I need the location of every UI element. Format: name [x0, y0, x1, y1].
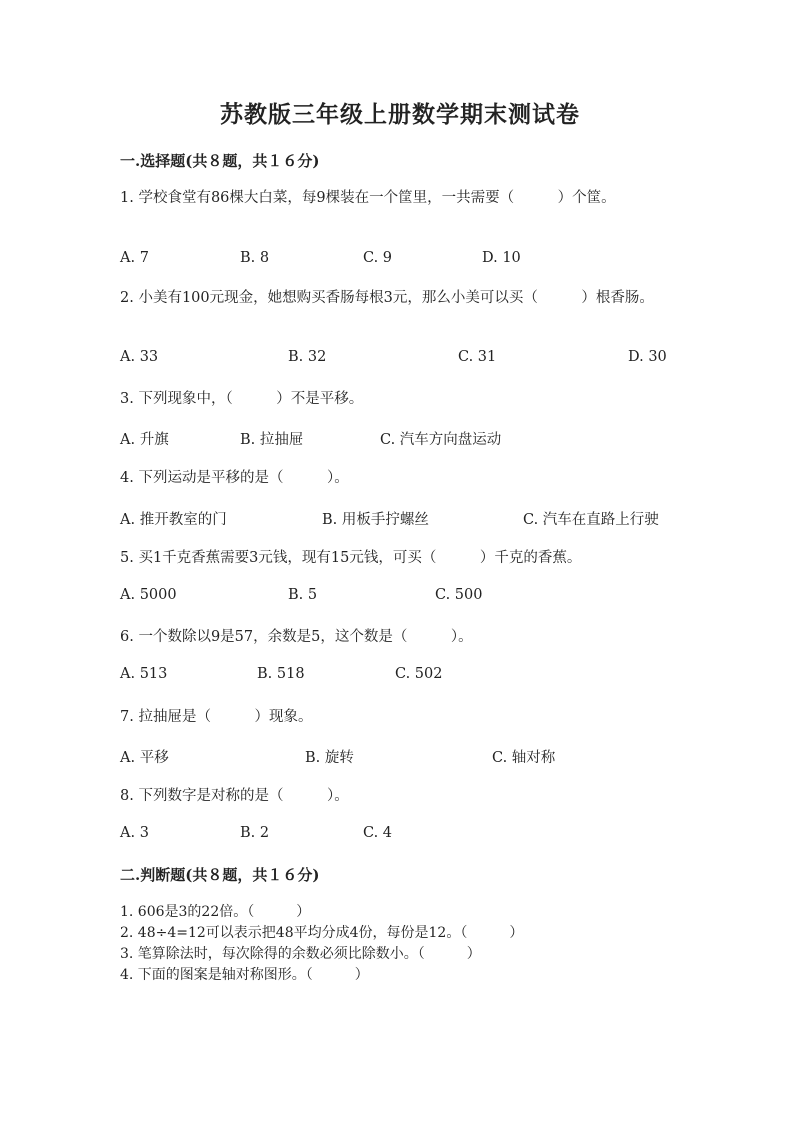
- tf-item-1: 1. 606是3的22倍。（ ）: [120, 904, 311, 920]
- question-8: 8. 下列数字是对称的是（ ）。: [120, 788, 349, 804]
- option-c: C. 轴对称: [492, 750, 556, 766]
- option-b: B. 518: [257, 666, 305, 682]
- options-question-3: [120, 428, 720, 448]
- options-question-7: [120, 746, 720, 766]
- question-2: 2. 小美有100元现金，她想购买香肠每根3元，那么小美可以买（ ）根香肠。: [120, 290, 654, 306]
- options-question-6: [120, 666, 720, 686]
- option-c: C. 4: [363, 825, 393, 841]
- option-d: D. 30: [628, 349, 667, 365]
- question-5: 5. 买1千克香蕉需要3元钱，现有15元钱，可买（ ）千克的香蕉。: [120, 550, 582, 566]
- section-heading-multiple-choice: 一.选择题(共８题，共１６分): [120, 152, 320, 170]
- option-a: A. 33: [120, 349, 159, 365]
- options-question-2: [120, 349, 720, 369]
- options-question-1: [120, 250, 720, 270]
- question-1: 1. 学校食堂有86棵大白菜，每9棵装在一个筐里，一共需要（ ）个筐。: [120, 190, 616, 206]
- option-c: C. 汽车在直路上行驶: [523, 512, 659, 528]
- option-a: A. 升旗: [120, 432, 169, 448]
- question-7: 7. 拉抽屉是（ ）现象。: [120, 709, 313, 725]
- option-b: B. 32: [288, 349, 327, 365]
- option-c: C. 汽车方向盘运动: [380, 432, 502, 448]
- option-b: B. 拉抽屉: [240, 432, 304, 448]
- option-a: A. 5000: [120, 587, 177, 603]
- option-a: A. 平移: [120, 750, 169, 766]
- tf-item-3: 3. 笔算除法时，每次除得的余数必须比除数小。（ ）: [120, 946, 481, 962]
- option-a: A. 513: [120, 666, 168, 682]
- option-b: B. 2: [240, 825, 270, 841]
- option-c: C. 500: [435, 587, 483, 603]
- options-question-8: [120, 825, 720, 845]
- question-6: 6. 一个数除以9是57，余数是5，这个数是（ ）。: [120, 629, 473, 645]
- option-d: D. 10: [482, 250, 521, 266]
- tf-item-4: 4. 下面的图案是轴对称图形。（ ）: [120, 967, 369, 983]
- options-question-5: [120, 587, 720, 607]
- question-4: 4. 下列运动是平移的是（ ）。: [120, 470, 349, 486]
- question-3: 3. 下列现象中，（ ）不是平移。: [120, 391, 364, 407]
- option-b: B. 8: [240, 250, 270, 266]
- option-c: C. 31: [458, 349, 497, 365]
- options-question-4: [120, 508, 720, 528]
- option-c: C. 9: [363, 250, 393, 266]
- option-b: B. 用板手拧螺丝: [322, 512, 429, 528]
- section-heading-true-false: 二.判断题(共８题，共１６分): [120, 866, 320, 884]
- option-b: B. 5: [288, 587, 318, 603]
- tf-item-2: 2. 48÷4=12可以表示把48平均分成4份，每份是12。（ ）: [120, 925, 524, 941]
- option-c: C. 502: [395, 666, 443, 682]
- option-b: B. 旋转: [305, 750, 354, 766]
- page-title: 苏教版三年级上册数学期末测试卷: [220, 101, 580, 128]
- option-a: A. 推开教室的门: [120, 512, 227, 528]
- option-a: A. 7: [120, 250, 149, 266]
- option-a: A. 3: [120, 825, 149, 841]
